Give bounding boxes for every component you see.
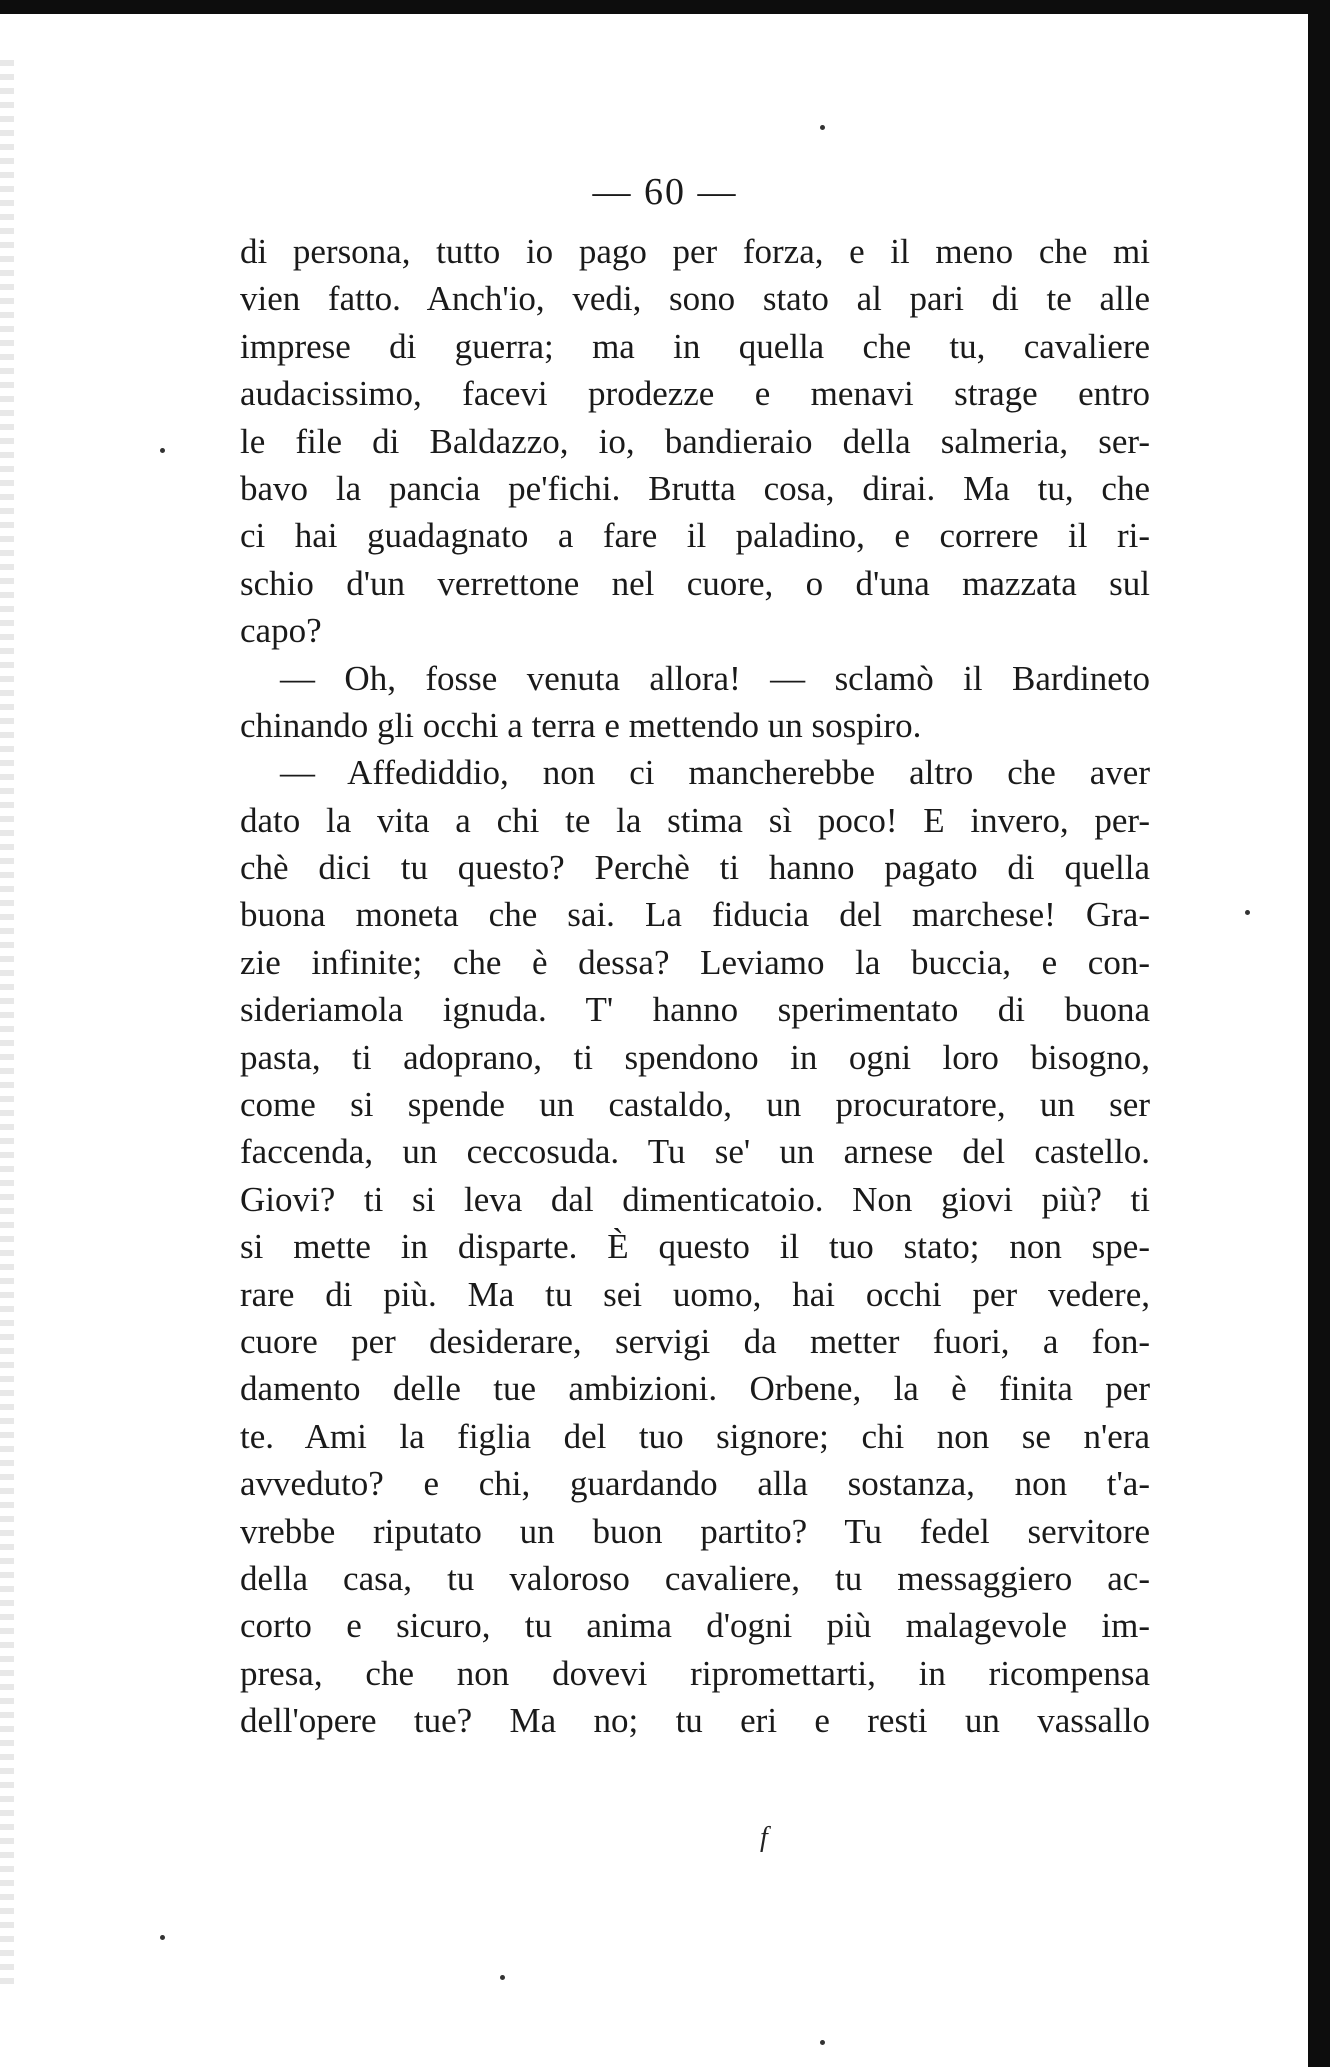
- text-line: Giovi? ti si leva dal dimenticatoio. Non giovi più? ti: [240, 1179, 1150, 1219]
- text-line: rare di più. Ma tu sei uomo, hai occhi per vedere,: [240, 1274, 1150, 1314]
- text-line: vrebbe riputato un buon partito? Tu fedel servitore: [240, 1511, 1150, 1551]
- footer-mark: f: [760, 1822, 768, 1853]
- text-line: damento delle tue ambizioni. Orbene, la è finita per: [240, 1369, 1150, 1409]
- text-line: pasta, ti adoprano, ti spendono in ogni loro bisogno,: [240, 1037, 1150, 1077]
- text-line: sideriamola ignuda. T' hanno sperimentato di buona: [240, 990, 1150, 1030]
- text-line: presa, che non dovevi ripromettarti, in ricompensa: [240, 1653, 1150, 1693]
- text-line: le file di Baldazzo, io, bandieraio della salmeria, ser-: [240, 421, 1150, 461]
- text-line: bavo la pancia pe'fichi. Brutta cosa, dirai. Ma tu, che: [240, 468, 1150, 508]
- text-line: te. Ami la figlia del tuo signore; chi non se n'era: [240, 1416, 1150, 1456]
- scan-left-edge: [0, 60, 14, 1990]
- scan-top-border: [0, 0, 1330, 14]
- scan-speck: [820, 125, 825, 130]
- text-line: — Affediddio, non ci mancherebbe altro che aver: [280, 753, 1150, 793]
- text-line: chè dici tu questo? Perchè ti hanno pagato di quella: [240, 848, 1150, 888]
- scan-speck: [820, 2040, 825, 2045]
- text-line: capo?: [240, 611, 322, 651]
- text-line: ci hai guadagnato a fare il paladino, e correre il ri-: [240, 516, 1150, 556]
- text-line: si mette in disparte. È questo il tuo stato; non spe-: [240, 1227, 1150, 1267]
- text-line: dato la vita a chi te la stima sì poco! E invero, per-: [240, 800, 1150, 840]
- text-line: della casa, tu valoroso cavaliere, tu messaggiero ac-: [240, 1558, 1150, 1598]
- text-line: imprese di guerra; ma in quella che tu, cavaliere: [240, 326, 1150, 366]
- scan-right-border: [1308, 14, 1330, 2067]
- text-line: cuore per desiderare, servigi da metter fuori, a fon-: [240, 1321, 1150, 1361]
- text-line: schio d'un verrettone nel cuore, o d'una mazzata sul: [240, 563, 1150, 603]
- scan-speck: [160, 448, 165, 453]
- scan-speck: [1245, 910, 1250, 915]
- text-line: dell'opere tue? Ma no; tu eri e resti un vassallo: [240, 1701, 1150, 1741]
- text-line: — Oh, fosse venuta allora! — sclamò il Bardineto: [280, 658, 1150, 698]
- text-line: faccenda, un ceccosuda. Tu se' un arnese del castello.: [240, 1132, 1150, 1172]
- text-line: audacissimo, facevi prodezze e menavi strage entro: [240, 374, 1150, 414]
- scan-speck: [500, 1975, 505, 1980]
- scan-speck: [160, 1935, 165, 1940]
- text-line: di persona, tutto io pago per forza, e il meno che mi: [240, 232, 1150, 271]
- text-line: chinando gli occhi a terra e mettendo un sospiro.: [240, 705, 922, 745]
- text-line: avveduto? e chi, guardando alla sostanza, non t'a-: [240, 1464, 1150, 1504]
- text-line: zie infinite; che è dessa? Leviamo la buccia, e con-: [240, 942, 1150, 982]
- body-text: [240, 228, 1150, 1745]
- text-line: corto e sicuro, tu anima d'ogni più malagevole im-: [240, 1606, 1150, 1646]
- text-line: vien fatto. Anch'io, vedi, sono stato al pari di te alle: [240, 279, 1150, 319]
- text-line: come si spende un castaldo, un procuratore, un ser: [240, 1085, 1150, 1125]
- text-line: buona moneta che sai. La fiducia del marchese! Gra-: [240, 895, 1150, 935]
- page-number: — 60 —: [592, 171, 738, 213]
